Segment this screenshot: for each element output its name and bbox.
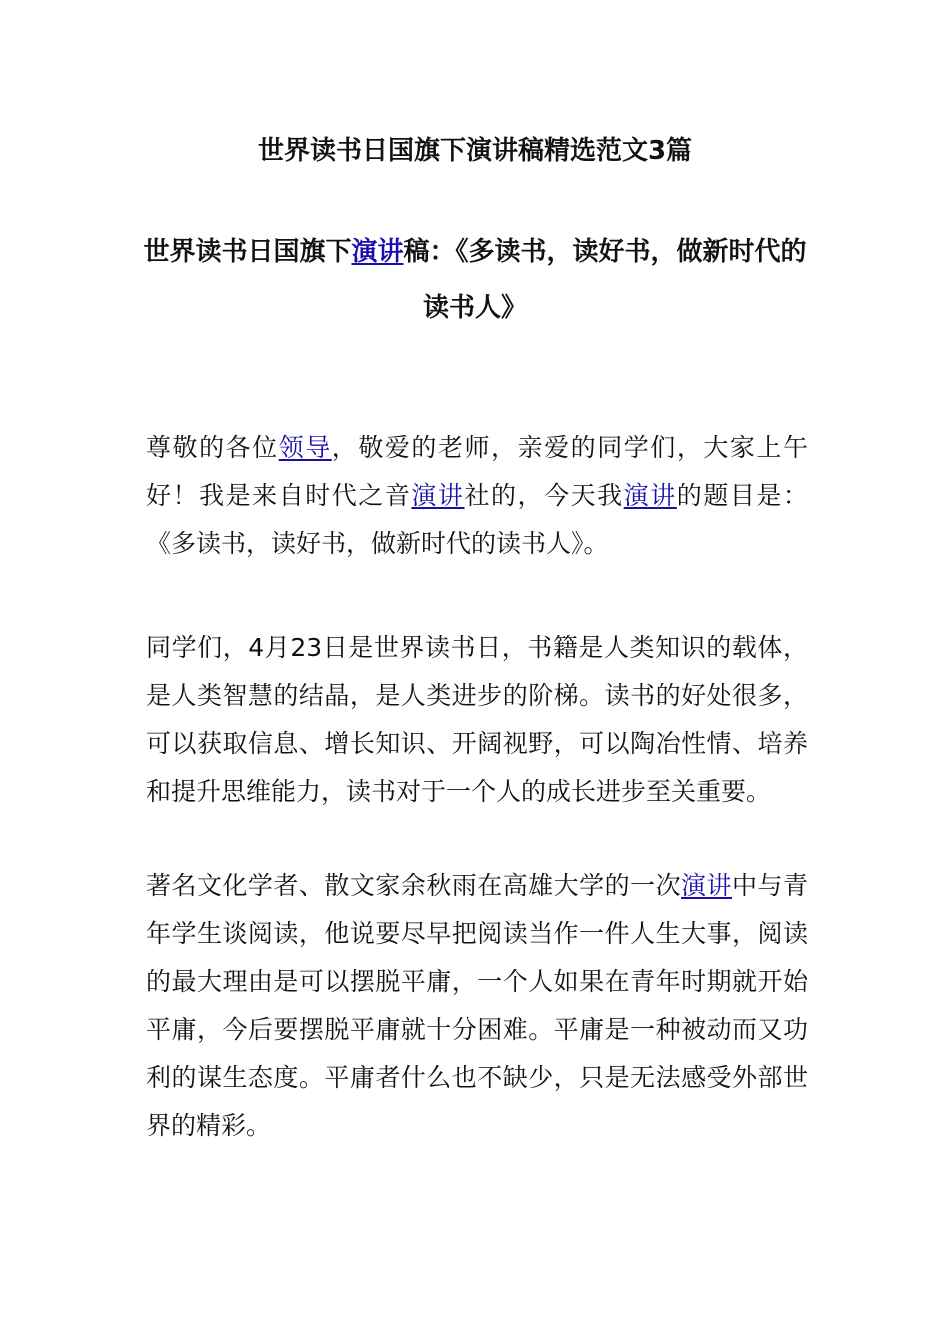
p2-month-number: 4	[248, 633, 265, 662]
p1-text-2: ，敬爱的老师，亲爱的同学们，大家上午好！我是来自时代之音	[146, 433, 808, 510]
p1-link-leaders[interactable]: 领导	[278, 433, 332, 462]
p2-day-number: 23	[290, 633, 323, 662]
p2-text-3: 日是世界读书日，书籍是人类知识的载体，是人类智慧的结晶，是人类进步的阶梯。读书的好处很多，可以获取信息、增长知识、开阔视野，可以陶冶性情、培养和提升思维能力，读书对于一个人的成长进步至关重要。	[146, 633, 808, 806]
p3-link-speech[interactable]: 演讲	[681, 871, 733, 900]
p1-text-4: 的题目是：《多读书，读好书，做新时代的读书人》。	[146, 481, 808, 558]
p2-text-2: 月	[264, 633, 291, 662]
p3-text-1: 著名文化学者、散文家余秋雨在高雄大学的一次	[146, 871, 682, 900]
p3-text-2: 中与青年学生谈阅读，他说要尽早把阅读当作一件人生大事，阅读的最大理由是可以摆脱平庸，一个人如果在青年时期就开始平庸，今后要摆脱平庸就十分困难。平庸是一种被动而又功利的谋生态度。平庸者什么也不缺少，只是无法感受外部世界的精彩。	[146, 871, 808, 1140]
paragraph-yu-qiuyu	[146, 862, 808, 1150]
speech-subtitle	[140, 224, 810, 336]
p2-text-1: 同学们，	[146, 633, 249, 662]
subtitle-text-before: 世界读书日国旗下	[143, 237, 352, 267]
subtitle-text-after: 稿：《多读书，读好书，做新时代的读书人》	[403, 237, 807, 323]
paragraph-reading-day	[146, 624, 808, 816]
p1-text-1: 尊敬的各位	[146, 433, 279, 462]
p1-text-3: 社的，今天我	[464, 481, 624, 510]
p1-link-speech-1[interactable]: 演讲	[411, 481, 465, 510]
document-title: 世界读书日国旗下演讲稿精选范文3篇	[257, 136, 693, 166]
paragraph-greeting	[146, 424, 808, 568]
subtitle-link-speech[interactable]: 演讲	[351, 237, 404, 267]
p1-link-speech-2[interactable]: 演讲	[623, 481, 677, 510]
